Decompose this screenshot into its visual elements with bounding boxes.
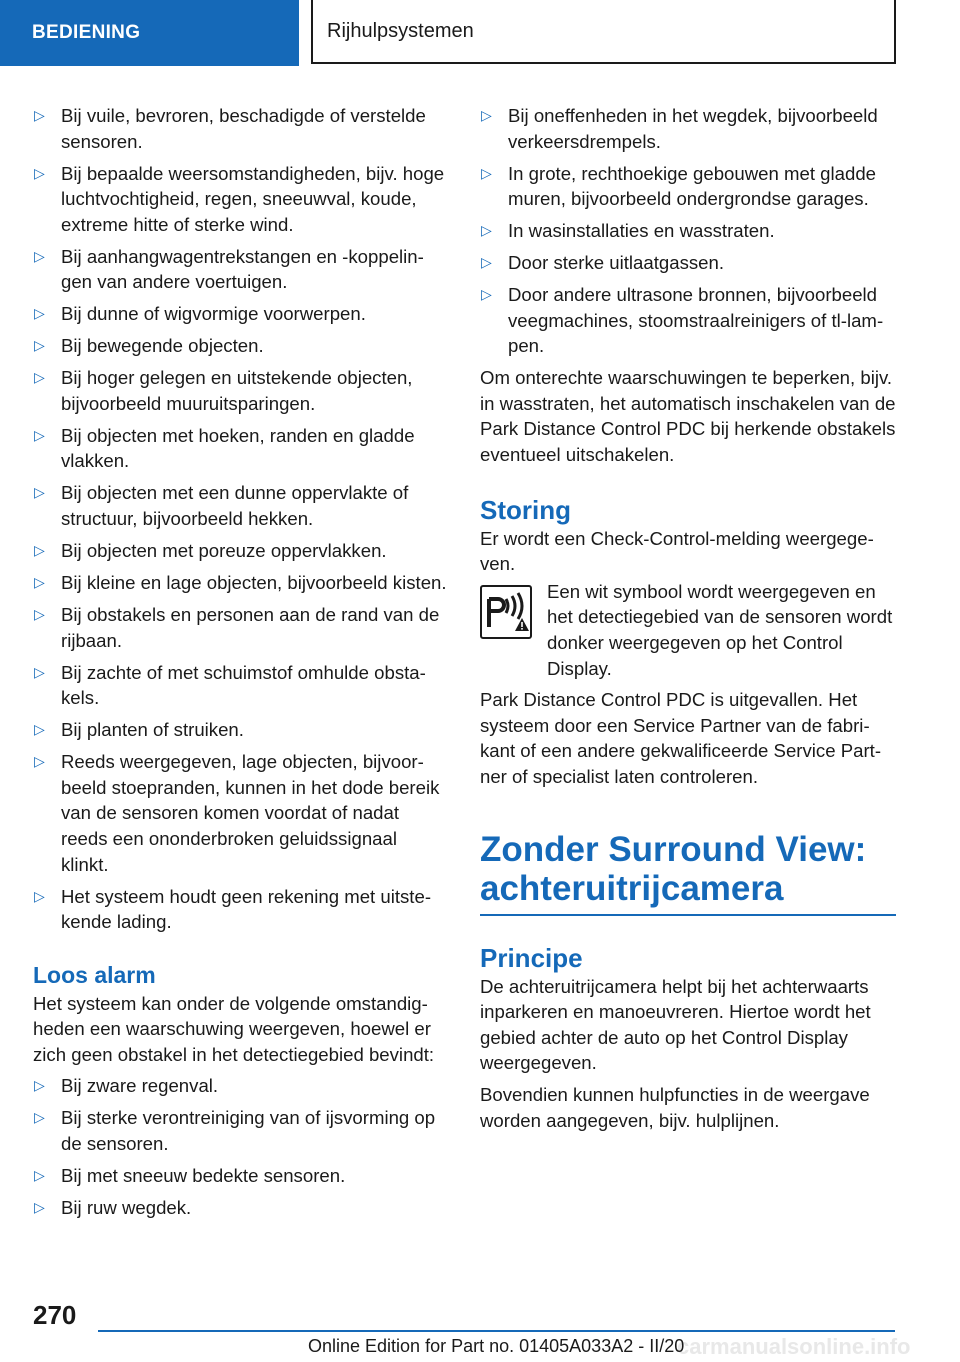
triangle-bullet-icon: ▷	[481, 107, 492, 123]
triangle-bullet-icon: ▷	[34, 1077, 45, 1094]
triangle-bullet-icon: ▷	[34, 542, 45, 559]
list-item: ▷ Bij dunne of wigvormige voorwerpen.	[33, 301, 448, 327]
triangle-bullet-icon: ▷	[481, 286, 492, 303]
principe-paragraph-1: De achteruitrijcamera helpt bij het achterwaarts inparkeren en manoeuvreren. Hiertoe wordt het gebied achter de auto op het Control Display weergegeven.	[480, 975, 871, 1074]
triangle-bullet-icon: ▷	[34, 247, 45, 264]
triangle-bullet-icon: ▷	[481, 254, 492, 271]
list-item: ▷ Bij vuile, bevroren, beschadigde of verstelde sensoren.	[34, 105, 426, 152]
right-column	[480, 103, 896, 1139]
chapter-title: Rijhulpsystemen	[311, 0, 896, 64]
page-number: 270	[33, 1300, 77, 1330]
triangle-bullet-icon: ▷	[34, 663, 45, 680]
list-item: ▷ Bij zachte of met schuimstof omhulde obstakels.	[34, 661, 426, 709]
list-item: ▷ Bij met sneeuw bedekte sensoren.	[33, 1163, 448, 1189]
list-item: ▷ Bij bewegende objecten.	[33, 333, 448, 359]
principe-paragraph-2: Bovendien kunnen hulpfuncties in de weergave worden aangegeven, bijv. hulplijnen.	[480, 1083, 870, 1131]
triangle-bullet-icon: ▷	[34, 1167, 45, 1184]
list-item: ▷ Bij zware regenval.	[33, 1073, 448, 1099]
list-item: ▷ Bij bepaalde weersomstandigheden, bijv. hoge luchtvochtigheid, regen, sneeuwval, koude, extreme hitte of sterke wind.	[34, 162, 445, 235]
limitations-list-right	[480, 103, 896, 359]
watermark: carmanualsonline.info	[677, 1334, 911, 1359]
list-item: ▷ Bij objecten met hoeken, randen en gladde vlakken.	[34, 424, 415, 472]
triangle-bullet-icon: ▷	[34, 753, 45, 770]
list-item: ▷ Bij sterke verontreiniging van of ijsvorming op de sensoren.	[34, 1107, 436, 1155]
triangle-bullet-icon: ▷	[34, 887, 45, 904]
loos-alarm-intro: Het systeem kan onder de volgende omstandigheden een waarschuwing weergeven, hoewel er zich geen obstakel in het detectiegebied bevindt:	[33, 992, 435, 1065]
list-item: ▷ In grote, rechthoekige gebouwen met gladde muren, bijvoorbeeld ondergrondse garages.	[481, 162, 876, 210]
list-item: ▷ Bij kleine en lage objecten, bijvoorbeeld kisten.	[33, 570, 448, 596]
triangle-bullet-icon: ▷	[34, 574, 45, 591]
list-item: ▷ Het systeem houdt geen rekening met uitstekende lading.	[34, 885, 432, 933]
triangle-bullet-icon: ▷	[34, 337, 45, 354]
triangle-bullet-icon: ▷	[34, 164, 45, 181]
triangle-bullet-icon: ▷	[34, 1109, 45, 1126]
list-item: ▷ Bij oneffenheden in het wegdek, bijvoorbeeld verkeersdrempels.	[481, 105, 878, 152]
list-item: ▷ Bij objecten met poreuze oppervlakken.	[33, 538, 448, 564]
list-item: ▷ Reeds weergegeven, lage objecten, bijvoorbeeld stoepranden, kunnen in het dode bereik van de sensoren komen voordat of nadat reeds een ononderbroken geluidssignaal klinkt.	[34, 751, 440, 875]
triangle-bullet-icon: ▷	[481, 164, 492, 181]
edition-text: Online Edition for Part no. 01405A033A2 - II/20	[308, 1336, 685, 1356]
triangle-bullet-icon: ▷	[34, 426, 45, 443]
triangle-bullet-icon: ▷	[34, 606, 45, 622]
list-item: ▷ Bij planten of struiken.	[33, 717, 448, 743]
list-item: ▷ Bij aanhangwagentrekstangen en -koppelingen van andere voertuigen.	[34, 245, 424, 293]
false-warning-paragraph: Om onterechte waarschuwingen te beperken, bijv. in wasstraten, het automatisch inschakelen van de Park Distance Control PDC bij herkende obstakels eventueel uitschakelen.	[480, 367, 896, 466]
footer-divider	[98, 1330, 895, 1332]
list-item: ▷ In wasinstallaties en wasstraten.	[480, 218, 896, 244]
triangle-bullet-icon: ▷	[34, 305, 45, 322]
list-item: ▷ Bij hoger gelegen en uitstekende objecten, bijvoorbeeld muuruitsparingen.	[34, 367, 413, 414]
symbol-description: Een wit symbool wordt weergegeven en het detectiegebied van de sensoren wordt donker weergegeven op het Control Display.	[547, 580, 893, 679]
section-label: BEDIENING	[0, 0, 299, 66]
list-item: ▷ Door sterke uitlaatgassen.	[480, 250, 896, 276]
storing-heading: Storing	[480, 494, 571, 525]
triangle-bullet-icon: ▷	[34, 107, 45, 123]
loos-alarm-heading: Loos alarm	[33, 961, 156, 988]
principe-heading: Principe	[480, 942, 583, 973]
triangle-bullet-icon: ▷	[34, 721, 45, 738]
triangle-bullet-icon: ▷	[34, 369, 45, 386]
list-item: ▷ Bij ruw wegdek.	[33, 1195, 448, 1221]
loos-alarm-list	[33, 1073, 448, 1220]
limitations-list-left	[33, 103, 448, 935]
pdc-sensor-warning-icon	[480, 585, 532, 639]
list-item: ▷ Door andere ultrasone bronnen, bijvoorbeeld veegmachines, stoomstraalreinigers of tl-lampen.	[481, 284, 884, 357]
section-title: Zonder Surround View: achteruitrijcamera	[480, 830, 896, 916]
triangle-bullet-icon: ▷	[481, 222, 492, 239]
list-item: ▷ Bij obstakels en personen aan de rand van de rijbaan.	[34, 604, 440, 651]
storing-paragraph-2: Park Distance Control PDC is uitgevallen. Het systeem door een Service Partner van de fabrikant of een andere gekwalificeerde Service Partner of specialist laten controleren.	[480, 689, 882, 788]
pdc-symbol-block	[480, 579, 896, 681]
storing-paragraph: Er wordt een Check-Control-melding weergegeven.	[480, 527, 874, 575]
triangle-bullet-icon: ▷	[34, 1199, 45, 1216]
page-header	[0, 0, 960, 66]
left-column	[33, 103, 448, 1227]
triangle-bullet-icon: ▷	[34, 484, 45, 501]
list-item: ▷ Bij objecten met een dunne oppervlakte of structuur, bijvoorbeeld hekken.	[34, 482, 409, 530]
